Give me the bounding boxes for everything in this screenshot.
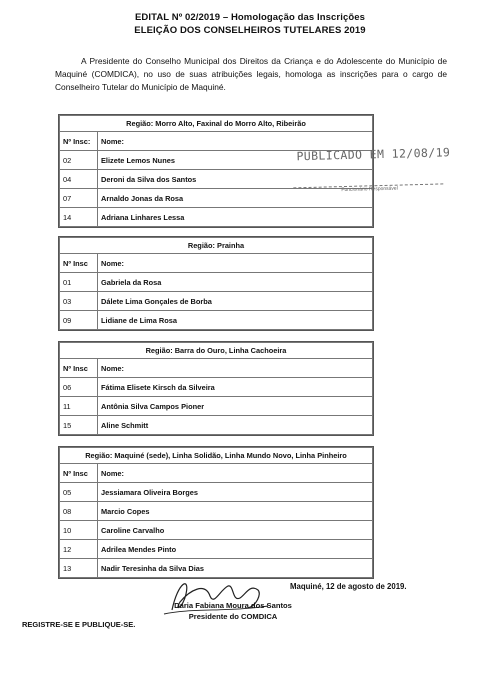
candidate-name: Jessiamara Oliveira Borges <box>98 483 373 502</box>
candidate-name: Marcio Copes <box>98 502 373 521</box>
candidate-name: Antônia Silva Campos Pioner <box>98 397 373 416</box>
publication-stamp <box>292 145 473 205</box>
stamp-text: PUBLICADO EM 12/08/19 <box>296 145 451 164</box>
footer-note: REGISTRE-SE E PUBLIQUE-SE. <box>22 620 136 629</box>
inscription-number: 06 <box>60 378 98 397</box>
column-header-name: Nome: <box>98 132 373 151</box>
table-row <box>60 292 373 311</box>
region-header: Região: Barra do Ouro, Linha Cachoeira <box>60 343 373 359</box>
table-row <box>60 483 373 502</box>
region-table-barra-do-ouro <box>58 341 374 436</box>
column-header-number: Nº Insc: <box>60 132 98 151</box>
candidate-name: Gabriela da Rosa <box>98 273 373 292</box>
candidate-name: Arnaldo Jonas da Rosa <box>98 189 373 208</box>
table-row <box>60 521 373 540</box>
candidate-name: Elizete Lemos Nunes <box>98 151 373 170</box>
signer-role: Presidente do COMDICA <box>188 612 278 621</box>
inscription-number: 03 <box>60 292 98 311</box>
candidate-name: Dálete Lima Gonçales de Borba <box>98 292 373 311</box>
inscription-number: 04 <box>60 170 98 189</box>
inscription-number: 10 <box>60 521 98 540</box>
signature-date: Maquiné, 12 de agosto de 2019. <box>290 582 407 591</box>
candidate-name: Aline Schmitt <box>98 416 373 435</box>
region-header: Região: Morro Alto, Faxinal do Morro Alto, Ribeirão <box>60 116 373 132</box>
inscription-number: 09 <box>60 311 98 330</box>
document-subtitle: ELEIÇÃO DOS CONSELHEIROS TUTELARES 2019 <box>134 25 366 36</box>
inscription-number: 07 <box>60 189 98 208</box>
inscription-number: 13 <box>60 559 98 578</box>
table-row <box>60 416 373 435</box>
intro-paragraph: A Presidente do Conselho Municipal dos Direitos da Criança e do Adolescente do Município de Maquiné (COMDICA), no uso de suas atribuições legais, homologa as inscrições para o cargo de Conselheiro Tutelar do Município de Maquiné. <box>55 56 447 92</box>
inscription-number: 14 <box>60 208 98 227</box>
column-header-name: Nome: <box>98 359 373 378</box>
inscription-number: 01 <box>60 273 98 292</box>
table-row <box>60 378 373 397</box>
column-header-name: Nome: <box>98 254 373 273</box>
region-header: Região: Maquiné (sede), Linha Solidão, Linha Mundo Novo, Linha Pinheiro <box>60 448 373 464</box>
candidates-table <box>59 237 373 330</box>
region-table-prainha <box>58 236 374 331</box>
column-header-number: Nº Insc <box>60 359 98 378</box>
candidate-name: Fátima Elisete Kirsch da Silveira <box>98 378 373 397</box>
column-header-number: Nº Insc <box>60 464 98 483</box>
table-row <box>60 273 373 292</box>
table-row <box>60 311 373 330</box>
candidate-name: Caroline Carvalho <box>98 521 373 540</box>
region-table-maquine-sede <box>58 446 374 579</box>
inscription-number: 12 <box>60 540 98 559</box>
table-row <box>60 397 373 416</box>
document-title: EDITAL Nº 02/2019 – Homologação das Inscrições <box>135 12 365 23</box>
candidate-name: Deroni da Silva dos Santos <box>98 170 373 189</box>
inscription-number: 11 <box>60 397 98 416</box>
inscription-number: 08 <box>60 502 98 521</box>
candidates-table <box>59 447 373 578</box>
table-row <box>60 502 373 521</box>
inscription-number: 02 <box>60 151 98 170</box>
candidates-table <box>59 342 373 435</box>
signer-name: Daria Fabiana Moura dos Santos <box>174 601 292 610</box>
inscription-number: 15 <box>60 416 98 435</box>
candidate-name: Adrilea Mendes Pinto <box>98 540 373 559</box>
candidate-name: Adriana Linhares Lessa <box>98 208 373 227</box>
candidate-name: Nadir Teresinha da Silva Dias <box>98 559 373 578</box>
table-row <box>60 208 373 227</box>
region-header: Região: Prainha <box>60 238 373 254</box>
table-row <box>60 540 373 559</box>
column-header-name: Nome: <box>98 464 373 483</box>
candidate-name: Lidiane de Lima Rosa <box>98 311 373 330</box>
column-header-number: Nº Insc <box>60 254 98 273</box>
stamp-subtext: Funcionário Responsável <box>341 185 398 194</box>
inscription-number: 05 <box>60 483 98 502</box>
